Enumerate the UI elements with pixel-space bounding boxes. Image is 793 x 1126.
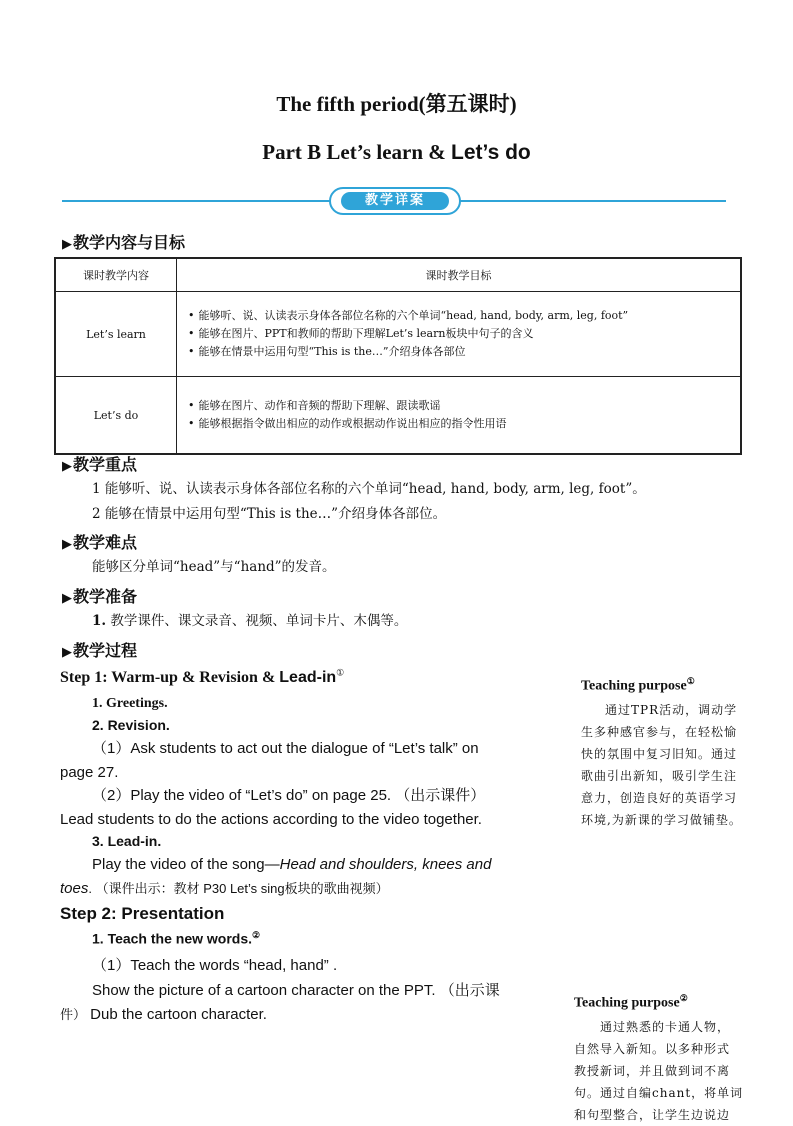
page-subtitle: [0, 140, 793, 165]
banner-label: 教学详案: [341, 192, 449, 210]
step-2-teach-2-line-2: [60, 1003, 267, 1027]
goal-item: • 能够在情景中运用句型“This is the…”介绍身体各部位: [188, 343, 739, 361]
side-note-line: 环境,为新课的学习做铺垫。: [581, 812, 742, 827]
step-1-revision-1-line-1: （1）Ask students to act out the dialogue of “Let’s talk” on: [92, 740, 479, 757]
goal-item: • 能够根据指令做出相应的动作或根据动作说出相应的指令性用语: [188, 415, 739, 433]
section-label: 教学重点: [73, 455, 138, 474]
side-note-2: [574, 993, 743, 1126]
triangle-bullet-icon: ▶: [62, 537, 72, 552]
key-point-2: 2 能够在情景中运用句型“This is the…”介绍身体各部位。: [92, 506, 447, 522]
side-note-line: 生多种感官参与，在轻松愉: [581, 724, 738, 739]
step-1-leadin-line-2: [60, 877, 389, 901]
section-label: 教学过程: [73, 641, 138, 660]
side-note-title-text: Teaching purpose: [581, 678, 687, 694]
step-1-title-b: Lead-in: [279, 669, 337, 686]
song-title: Head and shoulders, knees and: [279, 856, 492, 873]
side-note-line: 通过熟悉的卡通人物，: [600, 1019, 731, 1034]
side-note-line: 句。通过自编chant，将单词: [574, 1085, 744, 1100]
side-note-line: 教授新词，并且做到词不离: [574, 1063, 731, 1078]
side-note-line: 歌曲引出新知，吸引学生注: [581, 768, 738, 783]
footnote-marker: ②: [252, 930, 261, 940]
subtitle-part-1: Part B Let’s learn &: [262, 140, 452, 164]
triangle-bullet-icon: ▶: [62, 459, 72, 474]
section-heading-key-points: [62, 452, 137, 475]
banner-badge: [329, 187, 461, 215]
table-header-goals: 课时教学目标: [177, 258, 742, 292]
table-cell-goals: [177, 292, 742, 377]
table-cell-goals: [177, 377, 742, 455]
footnote-marker: ②: [679, 993, 688, 1003]
courseware-note: 件）: [60, 1007, 87, 1022]
side-note-body: [581, 699, 742, 831]
preparation-body: 教学课件、课文录音、视频、单词卡片、木偶等。: [106, 613, 408, 629]
step-1-revision-2-line-1: （2）Play the video of “Let’s do” on page 25. （出示课件）: [92, 787, 486, 804]
leadin-note: . （课件出示：教材 P30 Let’s sing板块的歌曲视频）: [88, 881, 389, 896]
triangle-bullet-icon: ▶: [62, 645, 72, 660]
table-cell-content: Let’s do: [55, 377, 177, 455]
table-header-row: [55, 258, 741, 292]
side-note-line: 意力，创造良好的英语学习: [581, 790, 738, 805]
key-point-1: 1 能够听、说、认读表示身体各部位名称的六个单词“head, hand, body, arm, leg, foot”。: [92, 481, 646, 497]
dub-text: Dub the cartoon character.: [86, 1006, 267, 1023]
side-note-title: [581, 676, 742, 695]
side-note-line: 快的氛围中复习旧知。通过: [581, 746, 738, 761]
song-title-end: toes: [60, 880, 89, 897]
step-2-heading: Step 2: Presentation: [60, 904, 225, 923]
step-2-teach-2-line-1: Show the picture of a cartoon character on the PPT. （出示课: [92, 982, 500, 999]
preparation-number: 1.: [92, 613, 107, 629]
side-note-line: 自然导入新知。以多种形式: [574, 1041, 731, 1056]
preparation-text: [92, 611, 407, 631]
step-2-teach-label: 1. Teach the new words.: [92, 930, 253, 947]
section-heading-preparation: [62, 584, 137, 607]
section-label: 教学内容与目标: [73, 233, 186, 252]
section-label: 教学准备: [73, 587, 138, 606]
goal-item: • 能够在图片、动作和音频的帮助下理解、跟读歌谣: [188, 397, 739, 415]
step-2-teach: [92, 930, 260, 947]
goal-item: • 能够在图片、PPT和教师的帮助下理解Let’s learn板块中句子的含义: [188, 325, 739, 343]
step-1-leadin-line-1: [92, 853, 491, 877]
step-1-heading: [60, 667, 344, 687]
leadin-text: Play the video of the song—: [92, 856, 280, 873]
step-1-leadin: 3. Lead-in.: [92, 833, 162, 849]
step-2-teach-1: （1）Teach the words “head, hand” .: [92, 957, 338, 974]
step-1-revision-1-line-2: page 27.: [60, 764, 119, 781]
side-note-1: [581, 676, 742, 831]
section-heading-content-goals: [62, 230, 185, 253]
section-heading-process: [62, 638, 137, 661]
section-label: 教学难点: [73, 533, 138, 552]
difficulty-text: 能够区分单词“head”与“hand”的发音。: [92, 559, 336, 575]
footnote-marker: ①: [336, 668, 345, 679]
table-cell-content: Let’s learn: [55, 292, 177, 377]
section-heading-difficulties: [62, 530, 137, 553]
step-1-revision-2-line-2: Lead students to do the actions according to the video together.: [60, 811, 482, 828]
side-note-title: [574, 993, 743, 1012]
objectives-table: [54, 257, 742, 455]
subtitle-part-2: Let’s do: [451, 141, 531, 164]
table-row: [55, 292, 741, 377]
triangle-bullet-icon: ▶: [62, 237, 72, 252]
page-title: The fifth period(第五课时): [276, 92, 517, 116]
goal-item: • 能够听、说、认读表示身体各部位名称的六个单词“head, hand, body, arm, leg, foot”: [188, 307, 739, 325]
side-note-body: [574, 1016, 743, 1126]
triangle-bullet-icon: ▶: [62, 591, 72, 606]
step-1-greetings: 1. Greetings.: [92, 696, 168, 711]
table-row: [55, 377, 741, 455]
step-1-title-a: Step 1: Warm-up & Revision &: [60, 669, 280, 686]
step-1-revision: 2. Revision.: [92, 717, 170, 733]
table-header-content: 课时教学内容: [55, 258, 177, 292]
side-note-line: 通过TPR活动，调动学: [605, 702, 738, 717]
footnote-marker: ①: [686, 676, 695, 686]
side-note-line: 和句型整合，让学生边说边: [574, 1107, 731, 1122]
side-note-title-text: Teaching purpose: [574, 995, 680, 1011]
